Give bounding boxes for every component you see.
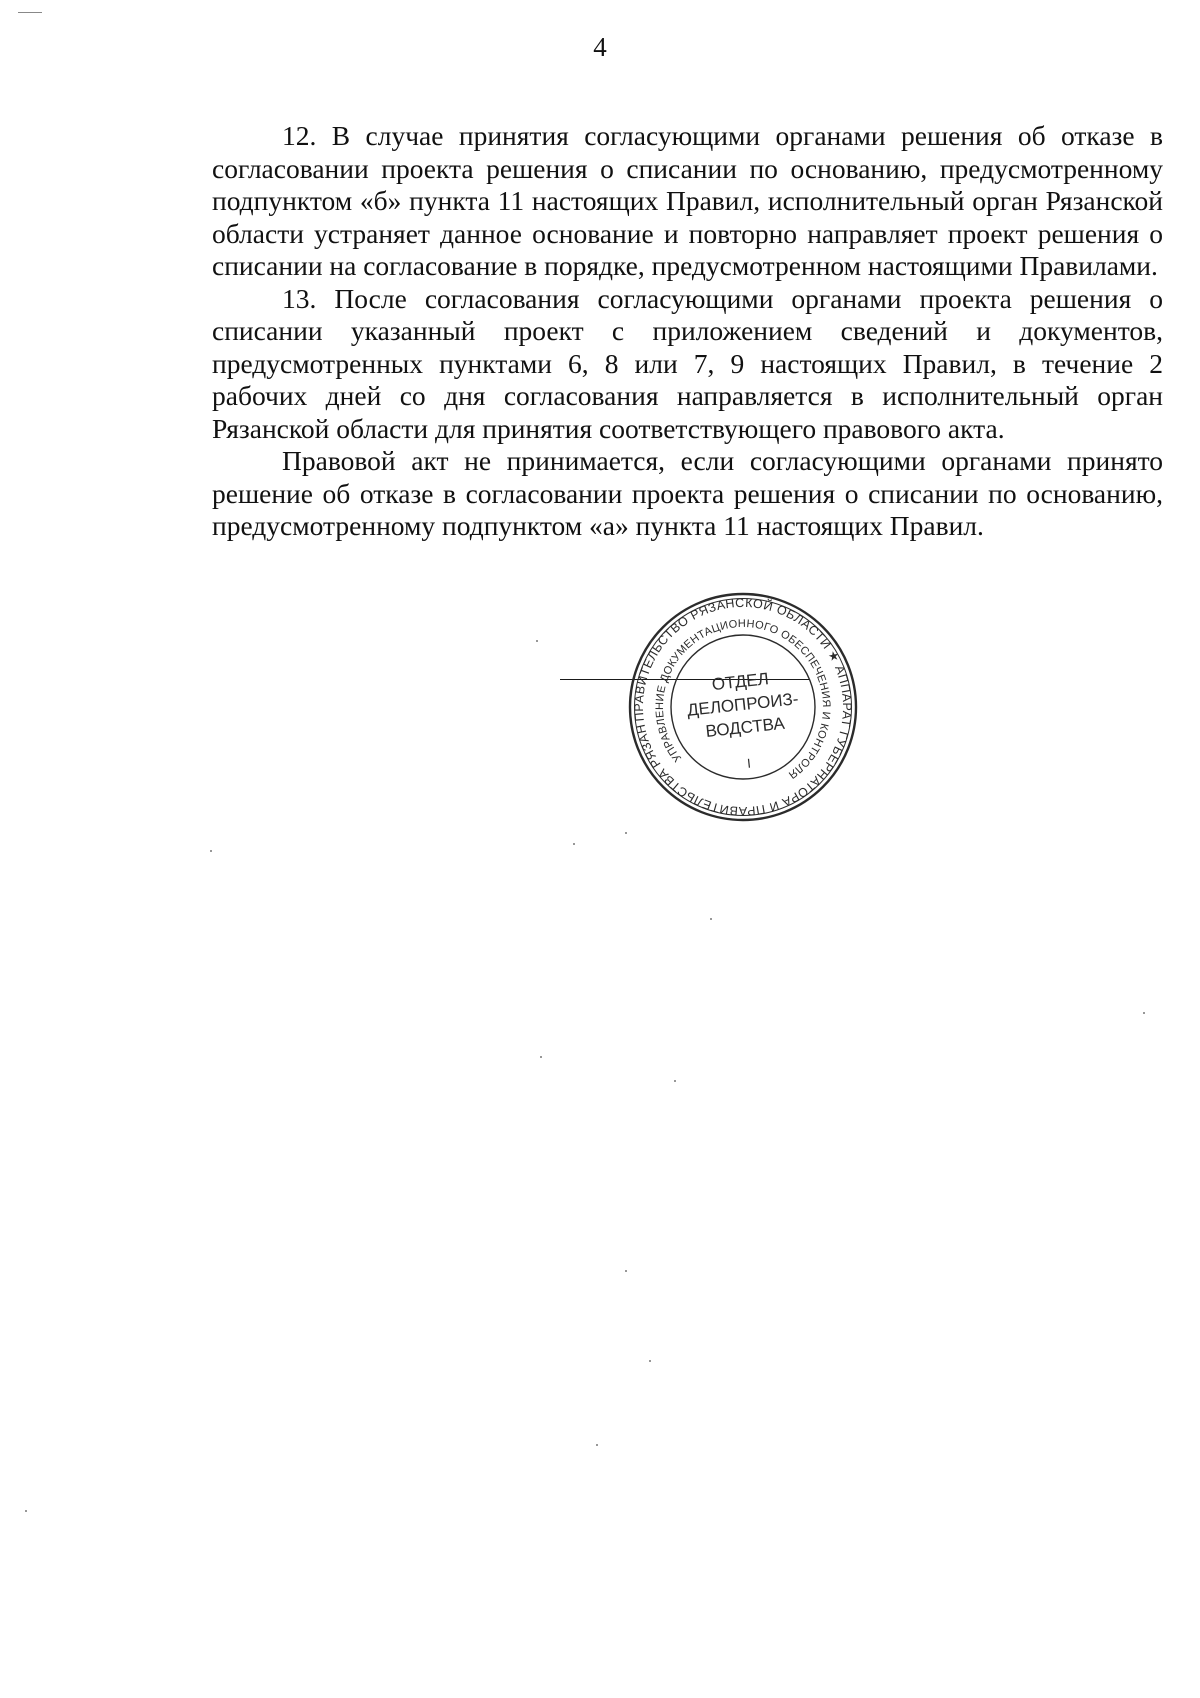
scan-speck — [674, 1080, 676, 1082]
scan-speck — [596, 1444, 598, 1446]
paragraph-12: 12. В случае принятия согласующими органами решения об отказе в согласовании проекта решения о списании по основанию, предусмотренному подпунктом «б» пункта 11 настоящих Правил, исполнительный орган Рязанской области устраняет данное основание и повторно направляет проект решения о списании на согласование в порядке, предусмотренном настоящими Правилами. — [212, 120, 1163, 281]
scan-speck — [649, 1360, 651, 1362]
scan-speck — [25, 1510, 27, 1512]
stamp-center-line-1: ОТДЕЛ — [710, 669, 770, 695]
scan-mark — [18, 12, 42, 13]
official-stamp — [626, 590, 860, 824]
scan-speck — [1143, 1012, 1145, 1014]
paragraph-13: 13. После согласования согласующими органами проекта решения о списании указанный проект с приложением сведений и документов, предусмотренных пунктами 6, 8 или 7, 9 настоящих Правил, в течение 2 рабочих дней со дня согласования направляется в исполнительный орган Рязанской области для принятия соответствующего правового акта. — [212, 282, 1163, 444]
scan-speck — [625, 832, 627, 834]
stamp-number: I — [746, 755, 752, 771]
stamp-center-line-3: ВОДСТВА — [704, 713, 786, 741]
paragraph-legal-act: Правовой акт не принимается, если согласующими органами принято решение об отказе в согласовании проекта решения о списании по основанию, предусмотренному подпунктом «а» пункта 11 настоящих Правил. — [212, 445, 1163, 541]
document-body — [212, 120, 1163, 543]
scan-speck — [625, 1270, 627, 1272]
scan-speck — [210, 850, 212, 852]
scan-speck — [540, 1056, 542, 1058]
scan-speck — [573, 843, 575, 845]
stamp-center-line-2: ДЕЛОПРОИЗ- — [686, 689, 800, 720]
stamp-inner-ring-text: УПРАВЛЕНИЕ ДОКУМЕНТАЦИОННОГО ОБЕСПЕЧЕНИЯ И КОНТРОЛЯ — [653, 617, 833, 781]
stamp-outer-ring-text: ПРАВИТЕЛЬСТВО РЯЗАНСКОЙ ОБЛАСТИ ★ АППАРАТ ГУБЕРНАТОРА И ПРАВИТЕЛЬСТВА РЯЗАНСКОЙ — [631, 595, 855, 819]
page-number: 4 — [593, 32, 607, 62]
scan-speck — [536, 640, 538, 642]
scan-speck — [710, 918, 712, 920]
